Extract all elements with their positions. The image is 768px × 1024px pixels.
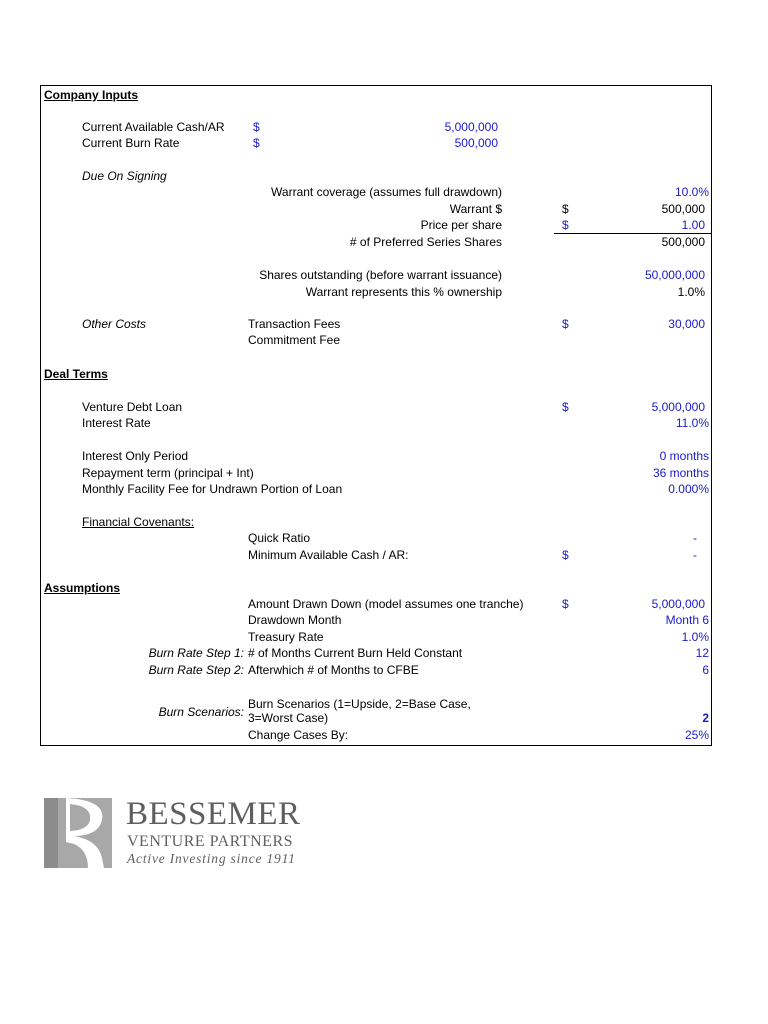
commitment-fee-label: Commitment Fee [248, 333, 341, 347]
transaction-fees-currency: $ [562, 317, 569, 331]
covenants-label: Financial Covenants: [82, 515, 195, 529]
drawdown-month-label: Drawdown Month [248, 613, 342, 627]
quick-ratio-label: Quick Ratio [248, 531, 311, 545]
company-inputs-heading: Company Inputs [44, 88, 139, 102]
burn-rate-label: Current Burn Rate [82, 136, 180, 150]
repayment-value[interactable]: 36 months [652, 466, 709, 480]
burn-step2-label: Burn Rate Step 2: [148, 663, 244, 677]
loan-label: Venture Debt Loan [82, 400, 183, 414]
io-period-value[interactable]: 0 months [659, 449, 709, 463]
facility-fee-value[interactable]: 0.000% [668, 482, 709, 496]
burn-scenarios-desc-1: Burn Scenarios (1=Upside, 2=Base Case, [248, 697, 471, 711]
burn-step1-label: Burn Rate Step 1: [148, 646, 244, 660]
interest-rate-value[interactable]: 11.0% [675, 416, 709, 430]
price-per-share-value[interactable]: 1.00 [681, 218, 705, 232]
bessemer-logo [44, 798, 334, 870]
burn-rate-value[interactable]: 500,000 [454, 136, 498, 150]
min-cash-currency: $ [562, 548, 569, 562]
logo-title: BESSEMER [126, 796, 301, 832]
change-cases-label: Change Cases By: [248, 728, 349, 742]
warrant-dollar-currency: $ [562, 202, 569, 216]
warrant-ownership-label: Warrant represents this % ownership [305, 285, 502, 299]
change-cases-value[interactable]: 25% [684, 728, 709, 742]
burn-step2-value[interactable]: 6 [702, 663, 709, 677]
burn-rate-currency: $ [253, 136, 260, 150]
min-cash-value[interactable]: - [693, 548, 697, 562]
logo-mark-icon [44, 798, 112, 868]
due-on-signing-label: Due On Signing [82, 169, 167, 183]
shares-outstanding-label: Shares outstanding (before warrant issuance) [259, 268, 502, 282]
transaction-fees-label: Transaction Fees [248, 317, 341, 331]
cash-value[interactable]: 5,000,000 [444, 120, 498, 134]
warrant-coverage-value[interactable]: 10.0% [674, 185, 709, 199]
burn-scenarios-value[interactable]: 2 [702, 711, 709, 725]
assumptions-heading: Assumptions [44, 581, 121, 595]
burn-step1-desc: # of Months Current Burn Held Constant [248, 646, 463, 660]
loan-value[interactable]: 5,000,000 [651, 400, 705, 414]
drawn-currency: $ [562, 597, 569, 611]
shares-outstanding-value[interactable]: 50,000,000 [644, 268, 705, 282]
price-per-share-label: Price per share [420, 218, 502, 232]
interest-rate-label: Interest Rate [82, 416, 151, 430]
transaction-fees-value[interactable]: 30,000 [668, 317, 705, 331]
spreadsheet [40, 85, 712, 746]
facility-fee-label: Monthly Facility Fee for Undrawn Portion of Loan [82, 482, 343, 496]
sum-underline [554, 233, 711, 234]
warrant-ownership-value: 1.0% [677, 285, 705, 299]
price-per-share-currency: $ [562, 218, 569, 232]
deal-terms-heading: Deal Terms [44, 367, 108, 381]
burn-step1-value[interactable]: 12 [695, 646, 709, 660]
logo-tagline: Active Investing since 1911 [127, 851, 296, 866]
drawn-label: Amount Drawn Down (model assumes one tranche) [248, 597, 524, 611]
cash-currency: $ [253, 120, 260, 134]
cash-label: Current Available Cash/AR [82, 120, 225, 134]
warrant-coverage-label: Warrant coverage (assumes full drawdown) [271, 185, 502, 199]
burn-scenarios-desc-2: 3=Worst Case) [248, 711, 329, 725]
drawdown-month-value[interactable]: Month 6 [665, 613, 709, 627]
preferred-shares-label: # of Preferred Series Shares [349, 235, 502, 249]
repayment-label: Repayment term (principal + Int) [82, 466, 254, 480]
burn-scenarios-label: Burn Scenarios: [158, 705, 244, 719]
io-period-label: Interest Only Period [82, 449, 189, 463]
treasury-value[interactable]: 1.0% [681, 630, 709, 644]
drawn-value[interactable]: 5,000,000 [651, 597, 705, 611]
warrant-dollar-label: Warrant $ [449, 202, 502, 216]
quick-ratio-value[interactable]: - [693, 531, 697, 545]
warrant-dollar-value: 500,000 [661, 202, 705, 216]
logo-subtitle: VENTURE PARTNERS [127, 833, 294, 850]
burn-step2-desc: Afterwhich # of Months to CFBE [248, 663, 419, 677]
other-costs-label: Other Costs [82, 317, 147, 331]
min-cash-label: Minimum Available Cash / AR: [248, 548, 409, 562]
treasury-label: Treasury Rate [248, 630, 324, 644]
loan-currency: $ [562, 400, 569, 414]
preferred-shares-value: 500,000 [661, 235, 705, 249]
